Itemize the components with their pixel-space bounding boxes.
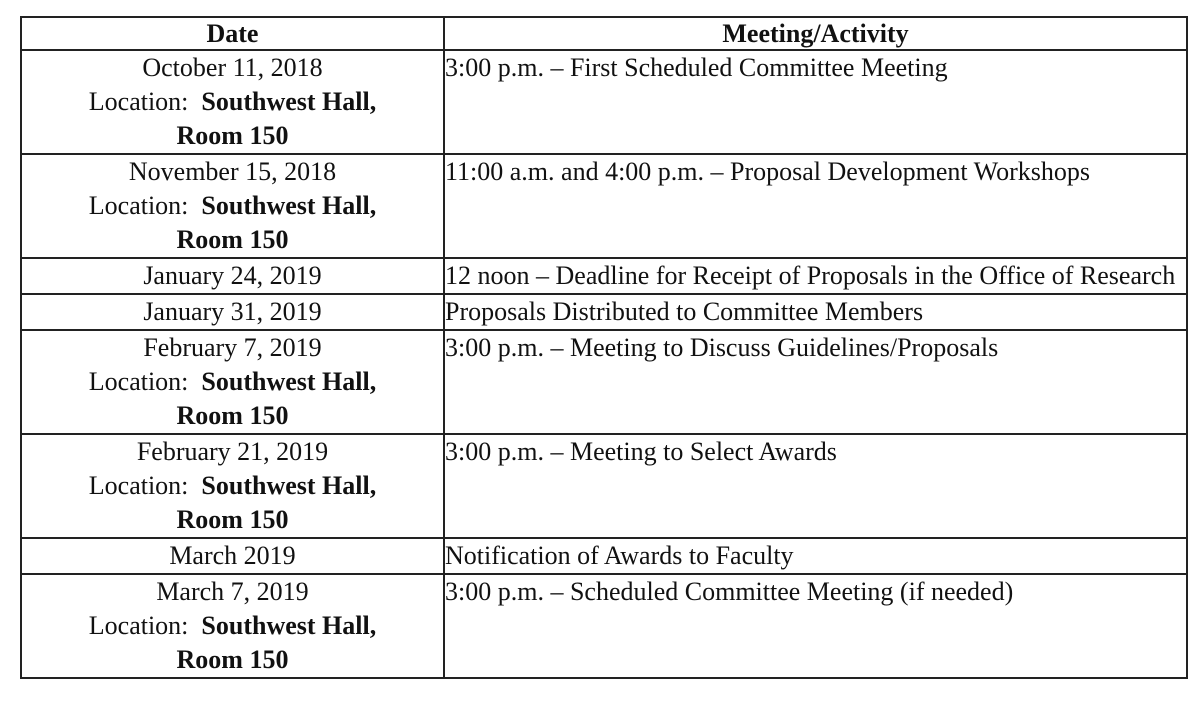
location-room: Room 150 [176,505,289,534]
location-line [22,365,443,399]
location-label: Location: [88,471,189,500]
activity-cell: Proposals Distributed to Committee Members [444,294,1187,330]
date-text: February 21, 2019 [136,437,329,466]
schedule-table [20,16,1188,679]
location-building: Southwest Hall, [201,471,377,500]
location-line [22,469,443,503]
table-row [21,538,1187,574]
activity-cell: 12 noon – Deadline for Receipt of Proposals in the Office of Research [444,258,1187,294]
location-building: Southwest Hall, [201,611,377,640]
table-row [21,154,1187,258]
table-row [21,574,1187,678]
location-building: Southwest Hall, [201,87,377,116]
activity-cell: 3:00 p.m. – Meeting to Discuss Guidelines/Proposals [444,330,1187,434]
location-label: Location: [88,87,189,116]
location-label: Location: [88,191,189,220]
date-text: November 15, 2018 [128,157,337,186]
date-cell [21,294,444,330]
location-room: Room 150 [176,121,289,150]
date-text: October 11, 2018 [142,53,323,82]
location-line [22,189,443,223]
date-text: March 7, 2019 [156,577,309,606]
date-cell [21,154,444,258]
date-cell [21,50,444,154]
activity-cell: 3:00 p.m. – Meeting to Select Awards [444,434,1187,538]
location-room-line [22,643,443,677]
location-room: Room 150 [176,645,289,674]
date-cell [21,574,444,678]
date-text: January 31, 2019 [143,297,322,326]
date-cell [21,434,444,538]
table-row [21,330,1187,434]
location-label: Location: [88,367,189,396]
header-row [21,17,1187,50]
date-cell [21,330,444,434]
table-row [21,434,1187,538]
location-room-line [22,223,443,257]
date-text: February 7, 2019 [143,333,322,362]
table-row [21,294,1187,330]
location-room-line [22,399,443,433]
location-room: Room 150 [176,225,289,254]
location-building: Southwest Hall, [201,191,377,220]
location-line [22,609,443,643]
location-label: Location: [88,611,189,640]
location-room: Room 150 [176,401,289,430]
date-cell [21,258,444,294]
date-column-header: Date [21,17,444,50]
table-row [21,50,1187,154]
location-room-line [22,119,443,153]
location-line [22,85,443,119]
activity-cell: 3:00 p.m. – First Scheduled Committee Meeting [444,50,1187,154]
activity-column-header: Meeting/Activity [444,17,1187,50]
date-cell [21,538,444,574]
activity-cell: Notification of Awards to Faculty [444,538,1187,574]
location-building: Southwest Hall, [201,367,377,396]
date-text: March 2019 [169,541,296,570]
activity-cell: 3:00 p.m. – Scheduled Committee Meeting (if needed) [444,574,1187,678]
table-row [21,258,1187,294]
activity-cell: 11:00 a.m. and 4:00 p.m. – Proposal Development Workshops [444,154,1187,258]
location-room-line [22,503,443,537]
date-text: January 24, 2019 [143,261,322,290]
